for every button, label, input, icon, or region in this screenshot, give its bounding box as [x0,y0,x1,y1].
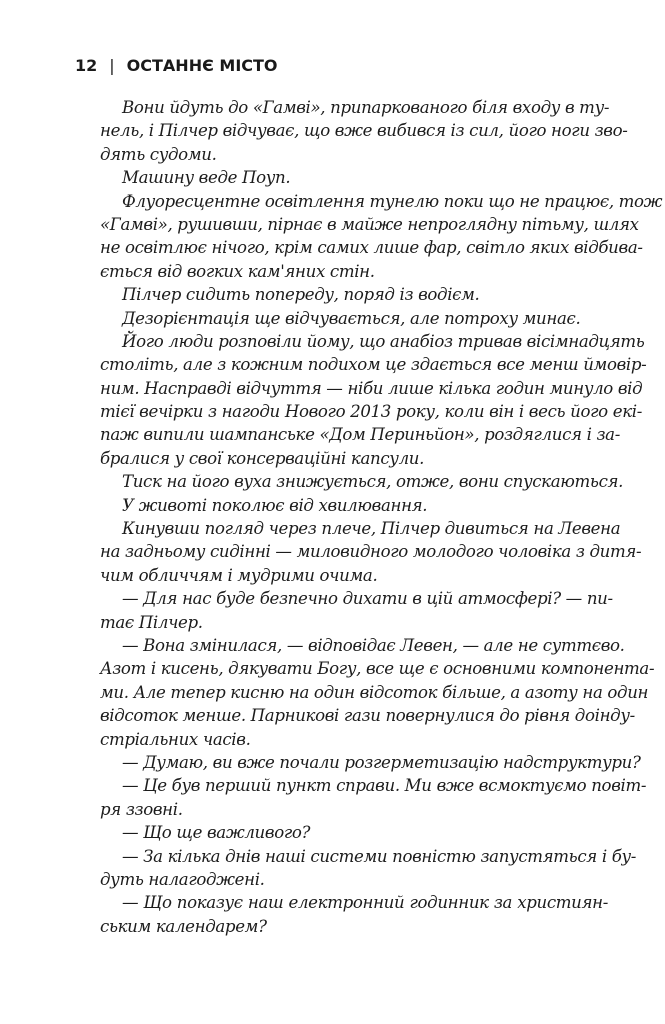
text-line: на задньому сидінні — миловидного молодого чоловіка з дитя- [100,542,642,562]
text-line: Тиск на його вуха знижується, отже, вони спускаються. [122,472,624,492]
text-line: Вони йдуть до «Гамві», припаркованого біля входу в ту- [122,98,610,117]
text-line: — Для нас буде безпечно дихати в цій атмосфері? — пи- [122,589,613,609]
text-line: Азот і кисень, дякувати Богу, все ще є основними компонента- [100,659,655,679]
text-line: Машину веде Поуп. [122,168,291,188]
text-line: — Що показує наш електронний годинник за християн- [122,893,608,913]
text-line: У животі поколює від хвилювання. [122,495,428,515]
text-line: дуть налагоджені. [100,869,265,889]
text-line: ється від вогких кам'яних стін. [100,261,375,281]
text-line: ря ззовні. [100,799,183,819]
text-line: Кинувши погляд через плече, Пілчер дивиться на Левена [122,519,621,539]
book-title: ОСТАННЄ МІСТО [126,56,278,75]
text-line: Його люди розповіли йому, що анабіоз тривав вісімнадцять [122,331,645,351]
text-line: нель, і Пілчер відчуває, що вже вибився із сил, його ноги зво- [100,121,628,141]
text-line: не освітлює нічого, крім самих лише фар, світло яких відбива- [100,238,643,258]
text-line: стріальних часів. [100,729,251,749]
text-line: — Вона змінилася, — відповідає Левен, — але не суттєво. [122,635,625,655]
text-line: — За кілька днів наші системи повністю запустяться і бу- [122,846,637,866]
text-line: бралися у свої консерваційні капсули. [100,448,425,468]
text-line: чим обличчям і мудрими очима. [100,565,378,585]
text-line: дять судоми. [100,144,217,164]
running-header [75,56,278,75]
text-line: Дезорієнтація ще відчувається, але потроху минає. [122,308,581,328]
header-separator: | [109,56,115,75]
text-line: ним. Насправді відчуття — ніби лише кілька годин минуло від [100,378,643,398]
text-line: Пілчер сидить попереду, поряд із водієм. [122,285,480,305]
text-line: — Думаю, ви вже почали розгерметизацію надструктури? [122,752,641,772]
text-line: — Що ще важливого? [122,823,311,843]
text-line: століть, але з кожним подихом це здається все менш ймовір- [100,355,647,375]
text-line: Флуоресцентне освітлення тунелю поки що не працює, тож [122,191,663,211]
text-line: тієї вечірки з нагоди Нового 2013 року, коли він і весь його екі- [100,402,642,422]
text-line: ми. Але тепер кисню на один відсоток більше, а азоту на один [100,682,649,702]
text-line: ським календарем? [100,916,267,936]
text-line: відсоток менше. Парникові гази повернулися до рівня доінду- [100,706,635,726]
body-text [100,96,663,938]
text-line: — Це був перший пункт справи. Ми вже всмоктуємо повіт- [122,776,647,796]
page-number: 12 [75,56,98,75]
text-line: паж випили шампанське «Дом Периньйон», роздяглися і за- [100,425,620,445]
text-line: «Гамві», рушивши, пірнає в майже непроглядну пітьму, шлях [100,214,639,234]
text-line: тає Пілчер. [100,612,203,632]
